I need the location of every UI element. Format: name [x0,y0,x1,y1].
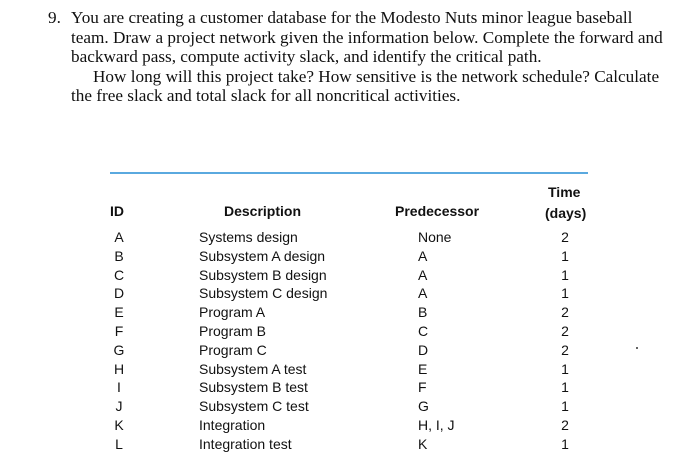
problem-number: 9. [48,8,61,27]
table-row [0,341,700,360]
table-row [0,303,700,322]
problem-paragraph-2: How long will this project take? How sensitive is the network schedule? Calculate the free slack and total slack for all noncritical activities. [71,66,660,105]
table-top-rule [110,172,588,174]
table-row [0,397,700,416]
activity-description: Integration test [199,435,292,452]
header-description: Description [224,203,302,219]
table-row [0,322,700,341]
activity-id: L [115,435,123,452]
activity-predecessor: None [418,229,452,245]
activity-time: 2 [561,323,569,339]
activity-predecessor: A [418,247,428,264]
activity-time: 1 [561,379,569,396]
activity-description: Subsystem C design [199,285,328,302]
header-predecessor: Predecessor [395,203,480,219]
activity-description: Subsystem B test [199,379,308,396]
problem-paragraph-1: You are creating a customer database for the Modesto Nuts minor league baseball team. Draw a project network given the information below. Complete the forward and backward pass, compute activity slack, and identify the critical path. [71,8,663,66]
activity-description: Systems design [199,229,298,245]
problem-text [48,8,668,106]
table-row [0,435,700,454]
activity-predecessor: C [418,323,429,339]
activity-predecessor: H, I, J [418,417,455,433]
activity-description: Program B [199,323,266,339]
activity-id: F [114,323,124,339]
activity-time: 2 [561,304,569,321]
activity-time: 2 [561,341,569,358]
table-row [0,416,700,435]
activity-id: E [114,304,124,321]
activity-id: B [114,247,124,264]
activity-predecessor: D [418,341,429,358]
activity-time: 1 [561,435,569,452]
activity-time: 1 [561,266,569,283]
activity-id: H [113,360,125,377]
stray-mark [636,347,638,349]
header-time-unit: (days) [545,205,587,221]
activity-description: Program A [199,304,266,321]
activity-predecessor: F [418,379,427,396]
activity-predecessor: K [418,435,428,452]
activity-time: 1 [561,398,569,415]
activity-id: G [113,341,125,358]
activity-time: 1 [561,247,569,264]
activity-time: 2 [561,417,569,433]
activity-description: Subsystem B design [199,266,327,283]
activity-predecessor: G [418,398,429,415]
table-row [0,247,700,266]
activity-id: A [114,229,124,245]
activity-time: 2 [561,229,569,245]
table-row [0,228,700,247]
header-time: Time [548,184,581,200]
activity-description: Program C [199,341,267,358]
header-id: ID [110,203,124,219]
activity-time: 1 [561,285,569,302]
activity-description: Subsystem A test [199,360,307,377]
table-row [0,284,700,303]
table-row [0,378,700,397]
activity-id: D [113,285,125,302]
activity-predecessor: E [418,360,428,377]
activity-predecessor: A [418,266,428,283]
activity-time: 1 [561,360,569,377]
activity-id: K [114,417,124,433]
activity-predecessor: A [418,285,428,302]
activity-description: Integration [199,417,266,433]
activity-id: C [113,266,125,283]
activity-description: Subsystem C test [199,398,309,415]
table-row [0,266,700,285]
activity-id: J [115,398,123,415]
activity-predecessor: B [418,304,428,321]
activity-id: I [117,379,121,396]
table-row [0,360,700,379]
activity-description: Subsystem A design [199,247,326,264]
